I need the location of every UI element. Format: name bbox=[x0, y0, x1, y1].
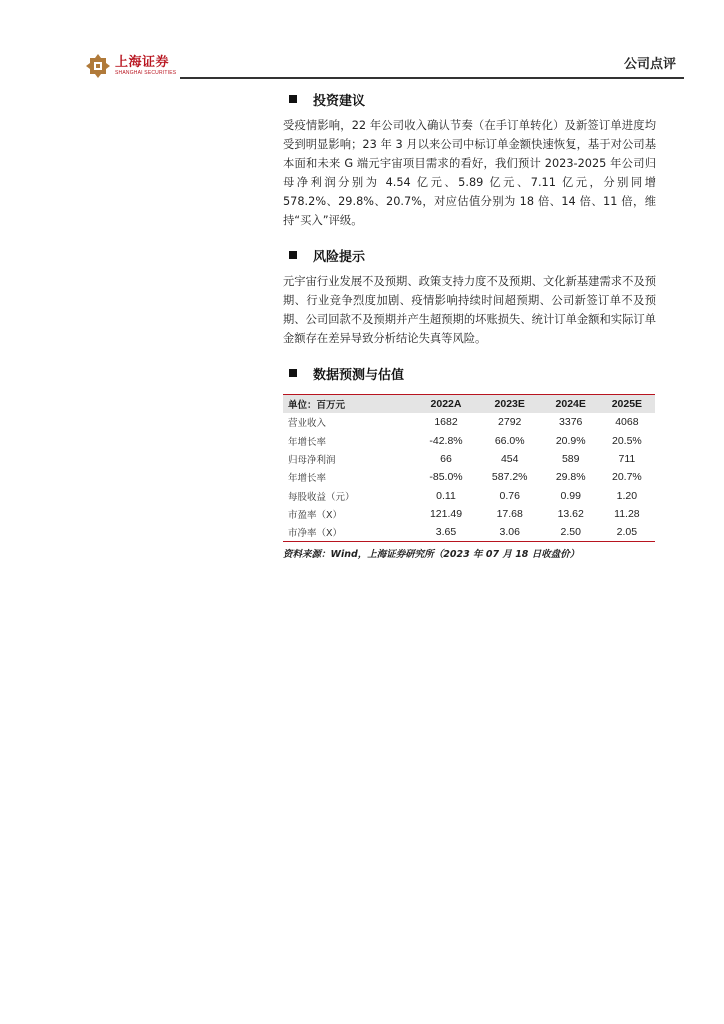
table-cell: 121.49 bbox=[429, 507, 463, 520]
table-cell: 4068 bbox=[615, 416, 639, 429]
table-cell: 0.76 bbox=[499, 489, 520, 502]
table-row bbox=[283, 505, 655, 523]
table-cell: 2792 bbox=[498, 416, 522, 429]
company-logo bbox=[86, 54, 176, 78]
table-cell: 20.5% bbox=[612, 434, 642, 447]
table-cell: 29.8% bbox=[555, 471, 586, 484]
section-title: 投资建议 bbox=[313, 93, 366, 109]
table-cell: 1.20 bbox=[616, 489, 638, 502]
table-cell: 66.0% bbox=[494, 434, 525, 447]
table-cell: 66 bbox=[440, 453, 452, 466]
column-header: 2024E bbox=[555, 398, 586, 411]
row-label: 归母净利润 bbox=[288, 455, 336, 467]
section-heading-invest bbox=[283, 88, 656, 110]
column-header: 2023E bbox=[494, 398, 525, 411]
page-header bbox=[0, 0, 724, 80]
table-row bbox=[283, 523, 655, 542]
shanghai-securities-logo-icon bbox=[86, 54, 110, 78]
investment-advice-text: 受疫情影响，22 年公司收入确认节奏（在手订单转化）及新签订单进度均受到明显影响；23 年 3 月以来公司中标订单金额快速恢复，基于对公司基本面和未来 G 端元宇宙项目需求的看好，我们预计 2023-2025 年公司归母净利润分别为 4.54 亿元、5.89 亿元、7.11 亿元，分别同增 578.2%、29.8%、20.7%，对应估值分别为 18 倍、14 倍、11 倍，维持“买入”评级。 bbox=[283, 119, 656, 227]
row-label: 市盈率（X） bbox=[288, 509, 343, 521]
unit-label: 单位：百万元 bbox=[288, 400, 346, 412]
column-header: 2025E bbox=[611, 398, 643, 411]
section-title: 数据预测与估值 bbox=[313, 367, 405, 383]
table-cell: 11.28 bbox=[614, 507, 640, 520]
table-cell: 20.9% bbox=[555, 434, 586, 447]
main-content bbox=[283, 88, 656, 560]
row-label: 每股收益（元） bbox=[288, 491, 355, 503]
table-cell: -85.0% bbox=[429, 471, 463, 484]
forecast-table bbox=[283, 394, 655, 542]
table-cell: 0.11 bbox=[436, 489, 456, 502]
square-bullet-icon bbox=[289, 369, 297, 377]
table-header-row bbox=[283, 395, 655, 414]
table-row bbox=[283, 432, 655, 450]
column-header: 2022A bbox=[430, 398, 462, 411]
logo-english-name: SHANGHAI SECURITIES bbox=[115, 70, 177, 76]
row-label: 年增长率 bbox=[288, 473, 327, 485]
table-cell: 2.05 bbox=[616, 526, 638, 539]
table-cell: 3376 bbox=[559, 416, 583, 429]
section-heading-risk bbox=[283, 244, 656, 266]
header-divider bbox=[180, 77, 684, 79]
row-label: 市净率（X） bbox=[288, 528, 343, 540]
table-cell: -42.8% bbox=[429, 434, 463, 447]
logo-chinese-name: 上海证券 bbox=[115, 55, 170, 70]
table-cell: 587.2% bbox=[491, 471, 528, 484]
table-cell: 3.65 bbox=[435, 526, 457, 539]
table-cell: 17.68 bbox=[496, 507, 523, 520]
data-source-note: 资料来源：Wind，上海证券研究所（2023 年 07 月 18 日收盘价） bbox=[283, 549, 580, 561]
table-cell: 13.62 bbox=[557, 507, 584, 520]
section-title: 风险提示 bbox=[313, 249, 366, 265]
square-bullet-icon bbox=[289, 95, 297, 103]
risk-warning-text: 元宇宙行业发展不及预期、政策支持力度不及预期、文化新基建需求不及预期、行业竞争烈度加剧、疫情影响持续时间超预期、公司新签订单不及预期、公司回款不及预期并产生超预期的坏账损失、统计订单金额和实际订单金额存在差异导致分析结论失真等风险。 bbox=[283, 275, 656, 345]
table-row bbox=[283, 413, 655, 431]
table-cell: 454 bbox=[500, 453, 519, 466]
table-cell: 2.50 bbox=[560, 526, 581, 539]
table-cell: 20.7% bbox=[612, 471, 642, 484]
section-heading-forecast bbox=[283, 362, 656, 384]
report-type-label: 公司点评 bbox=[623, 57, 676, 72]
table-row bbox=[283, 450, 655, 468]
table-cell: 711 bbox=[618, 453, 636, 466]
table-cell: 0.99 bbox=[560, 489, 581, 502]
row-label: 年增长率 bbox=[288, 436, 327, 448]
table-cell: 589 bbox=[561, 453, 580, 466]
table-row bbox=[283, 486, 655, 504]
row-label: 营业收入 bbox=[288, 418, 327, 430]
table-cell: 3.06 bbox=[499, 526, 520, 539]
table-cell: 1682 bbox=[434, 416, 458, 429]
table-row bbox=[283, 468, 655, 486]
square-bullet-icon bbox=[289, 251, 297, 259]
